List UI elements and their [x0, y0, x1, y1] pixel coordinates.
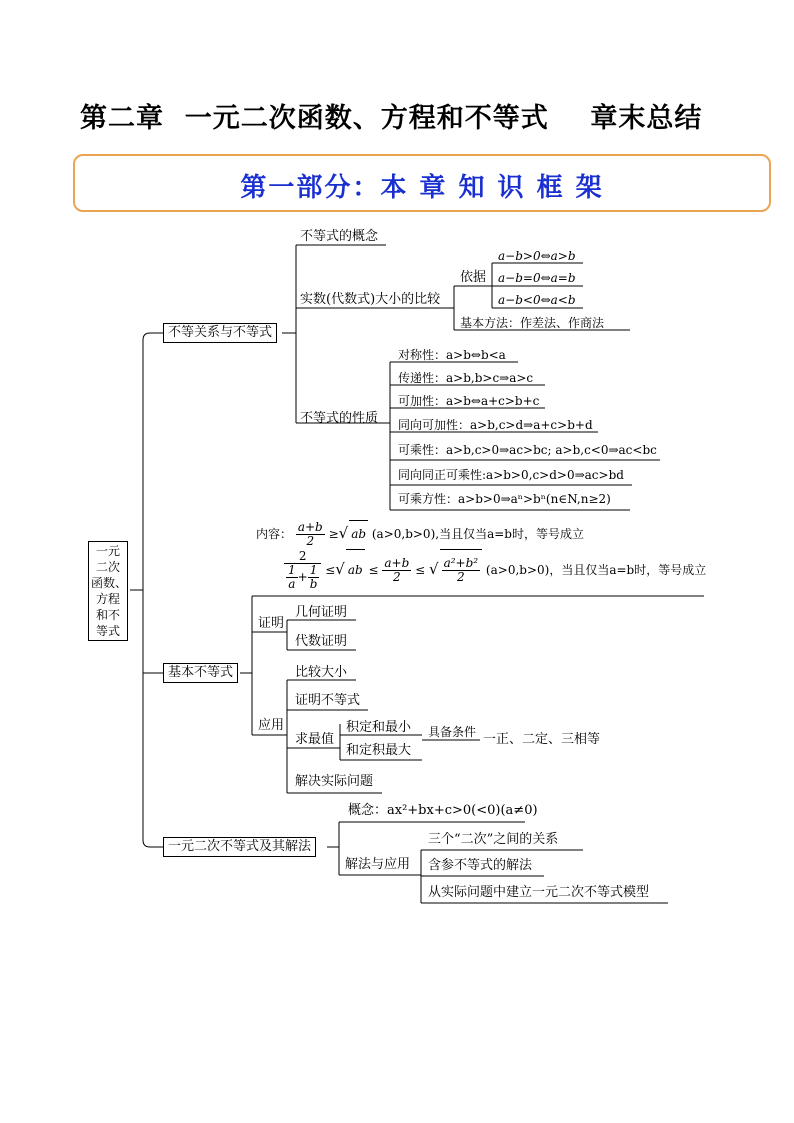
content-condition: (a>0,b>0),当且仅当a=b时，等号成立: [371, 527, 584, 541]
banner-text: 第一部分：本 章 知 识 框 架: [240, 173, 604, 203]
denominator: 2: [457, 570, 465, 584]
arithmetic-mean: [382, 557, 411, 584]
sqrt-icon: √: [429, 560, 439, 578]
root-line: 和不: [95, 608, 120, 622]
property-item: 同向可加性：a>b,c>d⇒a+c>b+d: [398, 418, 593, 432]
root-value: [440, 549, 483, 590]
apply-item: 比较大小: [295, 665, 348, 680]
fraction: [308, 564, 320, 591]
root-node: [88, 541, 128, 641]
solution-item: 含参不等式的解法: [428, 858, 533, 873]
denominator: $\frac{1}{a}$ + $\frac{1}{b}$: [288, 563, 318, 591]
proof-label: 证明: [258, 616, 285, 631]
denominator: 2: [306, 534, 315, 548]
le-sign: ≤: [415, 563, 426, 577]
ge-sign: ≥: [328, 527, 339, 541]
inequality-concept: 不等式的概念: [300, 229, 379, 244]
apply-item: 证明不等式: [295, 693, 361, 708]
root-line: 二次: [95, 560, 120, 574]
requirement-label: 具备条件: [428, 725, 477, 739]
property-item: 可乘方性：a>b>0⇒aⁿ>bⁿ(n∈N,n≥2): [398, 492, 611, 506]
numerator: 1: [308, 564, 320, 578]
denominator: 2: [393, 570, 401, 584]
root-value: ab: [346, 549, 365, 590]
root-line: 方程: [95, 592, 120, 606]
sqrt-icon: √: [335, 560, 345, 578]
page-title: 第二章 一元二次函数、方程和不等式 章末总结: [80, 103, 703, 134]
basic-method: 基本方法：作差法、作商法: [460, 316, 605, 330]
numerator: a+b: [297, 520, 323, 534]
proof-item: 代数证明: [295, 634, 348, 649]
basis-item: a−b>0⇔a>b: [498, 249, 576, 263]
basis-item: a−b<0⇔a<b: [498, 293, 576, 307]
numerator: 2: [284, 550, 321, 564]
fraction: [286, 564, 298, 591]
solution-item: 三个“二次”之间的关系: [428, 832, 559, 847]
root-value: ab: [349, 520, 368, 547]
fraction: [296, 521, 325, 548]
denominator: a: [288, 577, 296, 591]
apply-label: 应用: [258, 718, 285, 733]
sqrt-icon: √: [338, 524, 349, 542]
branch-inequality-relations: 不等关系与不等式: [163, 323, 277, 343]
properties-label: 不等式的性质: [300, 411, 379, 426]
content-prefix: 内容：: [256, 527, 293, 541]
extreme-item: 积定和最小: [346, 720, 412, 735]
property-item: 可乘性：a>b,c>0⇒ac>bc; a>b,c<0⇒ac<bc: [398, 443, 657, 457]
branch-quadratic-inequality: 一元二次不等式及其解法: [163, 837, 316, 857]
denominator: b: [309, 577, 318, 591]
basic-inequality-content: [256, 520, 584, 548]
numerator: a²+b²: [443, 556, 479, 570]
property-item: 传递性：a>b,b>c⇒a>c: [398, 371, 534, 385]
compare-size: 实数(代数式)大小的比较: [300, 292, 441, 307]
numerator: a+b: [384, 556, 410, 570]
branch-basic-inequality: 基本不等式: [163, 663, 238, 683]
apply-item: 解决实际问题: [295, 774, 374, 789]
numerator: 1: [288, 563, 296, 577]
le-sign: ≤: [368, 563, 379, 577]
mean-inequality-chain: [284, 549, 706, 591]
root-line: 等式: [95, 624, 120, 638]
solution-item: 从实际问题中建立一元二次不等式模型: [428, 885, 650, 900]
property-item: 对称性：a>b⇔b<a: [398, 348, 506, 362]
property-item: 可加性：a>b⇔a+c>b+c: [398, 394, 540, 408]
harmonic-mean: [284, 550, 321, 591]
basis-label: 依据: [460, 270, 487, 285]
le-sign: ≤: [325, 563, 336, 577]
solution-label: 解法与应用: [345, 857, 411, 872]
proof-item: 几何证明: [295, 605, 348, 620]
apply-item: 求最值: [295, 732, 335, 747]
quadratic-concept: 概念：ax²+bx+c>0(<0)(a≠0): [348, 803, 538, 818]
requirement-text: 一正、二定、三相等: [483, 732, 601, 747]
basis-item: a−b=0⇔a=b: [498, 271, 576, 285]
property-item: 同向同正可乘性:a>b>0,c>d>0⇒ac>bd: [398, 468, 624, 482]
quadratic-mean: [442, 557, 481, 584]
chain-condition: (a>0,b>0)，当且仅当a=b时，等号成立: [485, 563, 707, 577]
root-line: 一元: [95, 544, 120, 558]
extreme-item: 和定积最大: [346, 743, 412, 758]
root-line: 函数、: [91, 576, 128, 590]
